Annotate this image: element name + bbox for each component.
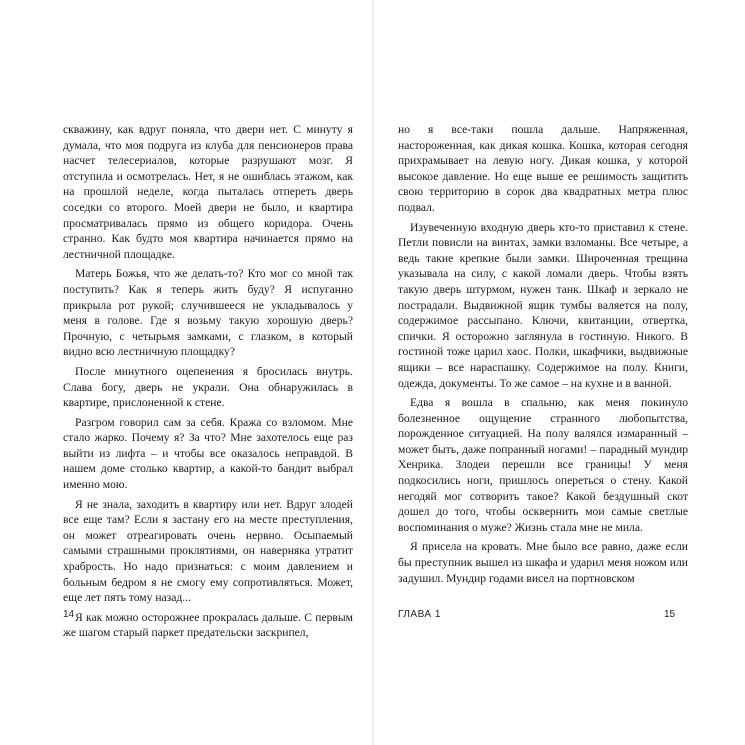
left-paragraph-3: После минутного оцепенения я бросилась внутрь. Слава богу, дверь не украли. Она обнаружилась в квартире, прислоненной к стене. xyxy=(63,364,353,410)
left-paragraph-2: Матерь Божья, что же делать-то? Кто мог со мной так поступить? Как я теперь жить буду? Я испуганно прикрыла рот рукой; случившееся не укладывалось у меня в голове. Где я возьму такую хорошую дверь? Прочную, с четырьмя замками, с глазком, в который видно всю лестничную площадку? xyxy=(63,267,353,359)
right-paragraph-4: Я присела на кровать. Мне было все равно, даже если бы преступник вышел из шкафа и ударил меня ножом или задушил. Мундир годами висел на портновском xyxy=(398,540,688,585)
right-paragraph-2: Изувеченную входную дверь кто-то приставил к стене. Петли повисли на винтах, замки взломаны. Все четыре, а ведь такие крепкие были замки. Широченная трещина указывала на силу, с какой ломали дверь. Чтобы взять такую дверь штурмом, нужен танк. Шкаф и зеркало не пострадали. Выдвижной ящик тумбы валяется на полу, содержимое рассыпано. Ключи, квитанции, отвертка, спички. Я осторожно заглянула в гостиную. Никого. В гостиной тоже царил хаос. Полки, шкафчики, выдвижные ящики – все нараспашку. Содержимое на полу. Книги, одежда, документы. То же самое – на кухне и в ванной. xyxy=(398,220,688,390)
left-paragraph-4: Разгром говорил сам за себя. Кража со взломом. Мне стало жарко. Почему я? За что? Мне захотелось еще раз выйти из лифта – и чтобы все оказалось неправдой. В нашем доме столько квартир, а какой-то бандит выбрал именно мою. xyxy=(63,415,353,492)
left-page-number: 14 xyxy=(63,609,75,620)
left-page xyxy=(63,122,353,641)
left-paragraph-6: Я как можно осторожнее прокралась дальше. С первым же шагом старый паркет предательски заскрипел, xyxy=(63,610,353,640)
left-paragraph-1: скважину, как вдруг поняла, что двери нет. С минуту я думала, что моя подруга из клуба для пенсионеров права насчет телесериалов, которые разрушают мозг. Я отступила и осмотрелась. Нет, я не ошиблась этажом, как на прошлой неделе, когда пыталась отперeть дверь соседки со второго. Моей двери не было, и квартира просматривалась прямо из общего коридора. Очень странно. Как будто моя квартира начинается прямо на лестничной площадке. xyxy=(63,123,353,261)
book-gutter xyxy=(372,0,374,745)
right-running-head: ГЛАВА 1 xyxy=(398,609,441,620)
right-page xyxy=(398,122,688,586)
right-paragraph-1: но я все-таки пошла дальше. Напряженная, настороженная, как дикая кошка. Кошка, которая сегодня прихрамывает на левую ногу. Дикая кошка, у которой высокое давление. Но еще выше ее решимость защитить свою территорию в сорок два квадратных метра плюс подвал. xyxy=(398,123,688,214)
left-paragraph-5: Я не знала, заходить в квартиру или нет. Вдруг злодей все еще там? Если я застану его на месте преступления, он может отреагировать очень нервно. Осыпаемый самыми страшными проклятиями, он наверняка утратит храбрость. Но надо признаться: с моим давлением и больным бедром я не смогу ему сопротивляться. Может, еще лет пять тому назад... xyxy=(63,497,353,605)
right-page-number: 15 xyxy=(664,609,676,620)
right-paragraph-3: Едва я вошла в спальню, как меня покинуло болезненное ощущение странного любопытства, порожденное ситуацией. На полу валялся измаранный – может быть, даже попранный ногами! – парадный мундир Хенрика. Злодеи перешли все границы! У меня подкосились ноги, пришлось опереться о стену. Какой негодяй мог сотворить такое? Какой бездушный скот дошел до того, чтобы осквернить мои самые светлые воспоминания о муже? Жизнь стала мне не мила. xyxy=(398,396,688,534)
